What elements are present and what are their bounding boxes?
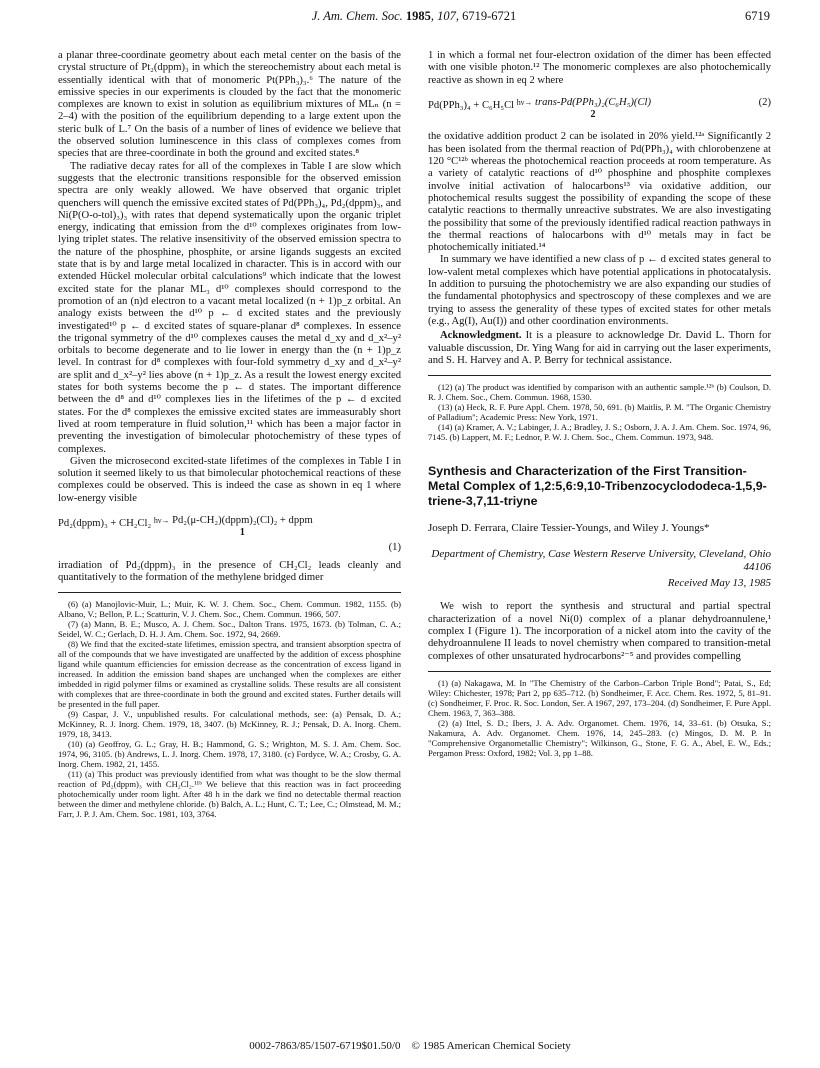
left-column bbox=[58, 50, 401, 819]
running-header bbox=[58, 9, 770, 25]
compound-number: 1 bbox=[239, 527, 245, 539]
paragraph: irradiation of Pd₂(dppm)₃ in the presence of CH₂Cl₂ leads cleanly and quantitatively to the formation of the methylene bridged dimer bbox=[58, 559, 401, 584]
journal-citation: J. Am. Chem. Soc. 1985, 107, 6719-6721 bbox=[311, 9, 517, 23]
equation-rhs: trans-Pd(PPh₃)₂(C₆H₅)(Cl) bbox=[535, 96, 651, 108]
footnote: (9) Caspar, J. V., unpublished results. For calculational methods, see: (a) Pensak, D. A.; McKinney, R. J. Inorg. Chem. 1979, 18, 3407. (b) McKinney, R. J.; Pensak, D. A. Inorg. Chem. 1979, 18, 3413. bbox=[58, 709, 401, 740]
equation-label: (2) bbox=[758, 96, 771, 108]
equation-1 bbox=[58, 515, 401, 540]
footnote: (14) (a) Kramer, A. V.; Labinger, J. A.; Bradley, J. S.; Osborn, J. A. J. Am. Chem. Soc. 1974, 96, 7145. (b) Lappert, M. F.; Lednor, P. W. J. Chem. Soc., Chem. Commun. 1973, 948. bbox=[428, 422, 771, 443]
acknowledgment bbox=[428, 330, 771, 367]
reaction-arrow: hν→ bbox=[516, 97, 533, 107]
equation-rhs: Pd₂(μ-CH₂)(dppm)₂(Cl)₂ + dppm bbox=[172, 514, 313, 526]
footnote-rule bbox=[428, 375, 771, 376]
journal-volume: 107 bbox=[437, 9, 456, 23]
paragraph: In summary we have identified a new class of p ← d excited states general to low-valent metal complexes which have potential applications in photocatalysis. In addition to pursuing the photochemistry we are also expanding our studies of the fundamental photophysics and spectroscopy of these complexes and we are trying to assess the generality of these types of excited states for other metals (e.g., Ag(I), Au(I)) and other coordination environments. bbox=[428, 254, 771, 327]
right-column bbox=[428, 50, 771, 758]
acknowledgment-heading: Acknowledgment. bbox=[440, 330, 522, 342]
footnotes bbox=[428, 382, 771, 442]
footnote: (2) (a) Ittel, S. D.; Ibers, J. A. Adv. Organomet. Chem. 1976, 14, 33–61. (b) Otsuka, S.; Nakamura, A. Adv. Organomet. Chem. 1976, 14, 245–283. (c) Mingos, D. M. P. In "Comprehensive Organometallic Chemistry"; Wilkinson, G., Stone, F. G. A., Abel, E. W., Eds.; Pergamon Press: Oxford, 1982; Vol. 3, pp 1–88. bbox=[428, 717, 771, 758]
footnote-rule bbox=[428, 671, 771, 672]
footnote: (1) (a) Nakagawa, M. In "The Chemistry of the Carbon–Carbon Triple Bond"; Patai, S., Ed; Wiley: Chichester, 1978; Part 2, pp 635–712. (b) Sondheimer, F. Acc. Chem. Res. 1972, 5, 81–91. (c) Sondheimer, F. Proc. R. Soc. London, Ser. A 1967, 297, 173–204. (d) Sondheimer, F. Pure Appl. Chem. 1963, 7, 363–388. bbox=[428, 677, 771, 718]
footnote-rule bbox=[58, 592, 401, 593]
footnote: (11) (a) This product was previously identified from what was thought to be the slow thermal reaction of Pd₂(dppm)₃ with CH₂Cl₂.¹¹ᵇ We believe that this reaction was in fact proceeding photochemically under room light. After 48 h in the dark we find no detectable thermal reaction between the dimer and methylene chloride. (b) Balch, A. L.; Hunt, C. T.; Lee, C.; Olmstead, M. M.; Farr, J. P. J. Am. Chem. Soc. 1981, 103, 3764. bbox=[58, 769, 401, 820]
issn-code: 0002-7863/85/1507-6719$01.50/0 bbox=[249, 1040, 401, 1052]
footnotes bbox=[428, 678, 771, 758]
affiliation: Department of Chemistry, Case Western Reserve University, Cleveland, Ohio 44106 bbox=[431, 548, 771, 574]
journal-year: 1985 bbox=[405, 9, 431, 23]
journal-pages: 6719-6721 bbox=[462, 9, 517, 23]
paragraph: The radiative decay rates for all of the complexes in Table I are slow which suggests that the electronic transitions responsible for the observed emission spectra are only weakly allowed. We have observed that organic triplet quenchers will quench the emissive excited states of Pd(PPh₃)₄, Pd₂(dppm)₃, and Ni(P(O-o-tol)₃)₃ with rates that depend systematically upon the organic triplet energy, indicating that emission from the d¹⁰ complexes originates from low-lying triplet states. The relative insensitivity of the observed emission spectra to the nature of the phosphine, phosphite, or arsine ligands suggests an excited state that is by and large metal localized in character. This is in accord with our extended Hückel molecular orbital calculations⁹ which indicate that the lowest excited state for the planar ML₃ d¹⁰ complexes should correspond to the promotion of an (n)d electron to a vacant metal localized (n + 1)p_z orbital. An analogy exists between the d¹⁰ p ← d excited states and the previously investigated¹⁰ p ← d excited states of square-planar d⁸ complexes. In essence the trigonal symmetry of the d¹⁰ complexes causes the metal d_xy and d_x²–y² orbitals to become degenerate and to lie lower in energy than the (n + 1)p_z level. In contrast for d⁸ complexes with four-fold symmetry d_xy and d_x²–y² are split and d_x²–y² lies above (n + 1)p_z. As a result the lowest energy excited states for both systems become the p ← d states. The important difference between the d⁸ and d¹⁰ complexes lies in the lifetimes of the p ← d excited states. For the d⁸ complexes the emissive excited states are immeasurably short lived at room temperature in fluid solution,¹¹ which has been a major factor in preventing the investigation of bimolecular photochemistry of these types of complexes. bbox=[58, 160, 401, 455]
equation-2 bbox=[428, 97, 771, 122]
footnote: (12) (a) The product was identified by comparison with an authentic sample.¹²ᵇ (b) Coulson, D. R. J. Chem. Soc., Chem. Commun. 1968, 1530. bbox=[428, 382, 771, 403]
reaction-arrow: hν→ bbox=[153, 515, 170, 525]
paragraph: the oxidative addition product 2 can be isolated in 20% yield.¹²ᵃ Significantly 2 has been isolated from the thermal reaction of Pd(PPh₃)₄ with chlorobenzene at 120 °C¹²ᵇ whereas the photochemical reaction proceeds at room temperature. As a variety of catalytic reactions of d¹⁰ phosphine and phosphite complexes involve initial activation of halocarbons¹³ via oxidative addition, our photochemical results suggest the possibility of expanding the scope of these catalytic reactions to thermally unreactive substrates. We are also investigating the possibility that some of the previously identified radical reaction pathways in the thermal reactions of halocarbons with d¹⁰ metals may in fact be photochemically initiated.¹⁴ bbox=[428, 131, 771, 254]
paragraph: 1 in which a formal net four-electron oxidation of the dimer has been effected with one visible photon.¹² The monomeric complexes are also photochemically reactive as shown in eq 2 where bbox=[428, 50, 771, 86]
page-footer bbox=[0, 1040, 820, 1052]
footnote: (10) (a) Geoffroy, G. L.; Gray, H. B.; Hammond, G. S.; Wrighton, M. S. J. Am. Chem. Soc. 1974, 96, 3105. (b) Andrews, L. J. Inorg. Chem. 1978, 17, 3180. (c) Fordyce, W. A.; Crosby, G. A. Inorg. Chem. 1982, 21, 1455. bbox=[58, 739, 401, 770]
footnote: (6) (a) Manojlovic-Muir, L.; Muir, K. W. J. Chem. Soc., Chem. Commun. 1982, 1155. (b) Albano, V.; Bellon, P. L.; Scatturin, V. J. Chem. Soc., Chem. Commun. 1966, 507. bbox=[58, 599, 401, 620]
journal-name: J. Am. Chem. Soc. bbox=[311, 9, 403, 23]
article-title: Synthesis and Characterization of the First Transition-Metal Complex of 1,2:5,6:9,10-Tribenzocyclododeca-1,5,9-triene-3,7,11-triyne bbox=[428, 464, 767, 509]
equation-label: (1) bbox=[388, 541, 401, 553]
received-date: Received May 13, 1985 bbox=[667, 577, 771, 590]
paragraph: a planar three-coordinate geometry about each metal center on the basis of the crystal structure of Pt₂(dppm)₃ in which the stereochemistry about each metal is essentially identical with that of monomeric Pt(PPh₃)₃.⁶ The nature of the emissive species in our experiments is clouded by the fact that the monomeric complexes are known to exist in solution as equilibrium mixtures of MLₙ (n = 2–4) with the position of the equilibrium depending to a large extent upon the steric bulk of L.⁷ On the basis of a number of lines of evidence we believe that the observed solution luminescence in this class of complexes comes from species that are three-coordinate in both the ground and excited states.⁸ bbox=[58, 50, 401, 160]
copyright: © 1985 American Chemical Society bbox=[411, 1040, 571, 1052]
footnote: (13) (a) Heck, R. F. Pure Appl. Chem. 1978, 50, 691. (b) Maitlis, P. M. "The Organic Chemistry of Palladium"; Academic Press: New York, 1971. bbox=[428, 402, 771, 423]
paragraph: Given the microsecond excited-state lifetimes of the complexes in Table I in solution it seemed likely to us that bimolecular photochemical reactions of these complexes could be observed. This is indeed the case as shown in eq 1 where low-energy visible bbox=[58, 455, 401, 504]
footnotes bbox=[58, 599, 401, 819]
paragraph: We wish to report the synthesis and structural and partial spectral characterization of a novel Ni(0) complex of a planar dehydroannulene,¹ complex I (Figure 1). The incorporation of a nickel atom into the cavity of the dehydroannulene II leads to novel chemistry when compared to transition-metal complexes of other unsaturated hydrocarbons²⁻⁵ and provides compelling bbox=[428, 601, 771, 662]
equation-lhs: Pd₂(dppm)₃ + CH₂Cl₂ bbox=[58, 517, 152, 529]
page-number: 6719 bbox=[745, 9, 770, 23]
article-authors: Joseph D. Ferrara, Claire Tessier-Youngs, and Wiley J. Youngs* bbox=[428, 522, 710, 535]
acknowledgment-body: It is a pleasure to acknowledge Dr. David L. Thorn for valuable discussion, Dr. Ying Wang for aid in carrying out the laser experiments, and S. H. Harvey and A. P. Berry for technical assistance. bbox=[428, 330, 771, 366]
hv-label: hν bbox=[516, 97, 525, 107]
equation-lhs: Pd(PPh₃)₄ + C₆H₅Cl bbox=[428, 99, 515, 111]
footnote: (8) We find that the excited-state lifetimes, emission spectra, and transient absorption spectra of all of the compounds that we have investigated are unaffected by the addition of excess phosphine ligand while quantum efficiencies for emission decrease as the concentration of excess ligand in increased. In addition the emission band shapes are unchanged when the complexes are either imbedded in rigid polymer films or examined as crystalline solids. These results are all consistent with complexes that are three-coordinate in both the ground and excited states. Further details will be presented in the full paper. bbox=[58, 639, 401, 710]
hv-label: hν bbox=[153, 515, 162, 525]
compound-number: 2 bbox=[590, 109, 596, 121]
footnote: (7) (a) Mann, B. E.; Musco, A. J. Chem. Soc., Dalton Trans. 1975, 1673. (b) Tolman, C. A.; Seidel, W. C.; Gerlach, D. H. J. Am. Chem. Soc. 1972, 94, 2669. bbox=[58, 619, 401, 640]
